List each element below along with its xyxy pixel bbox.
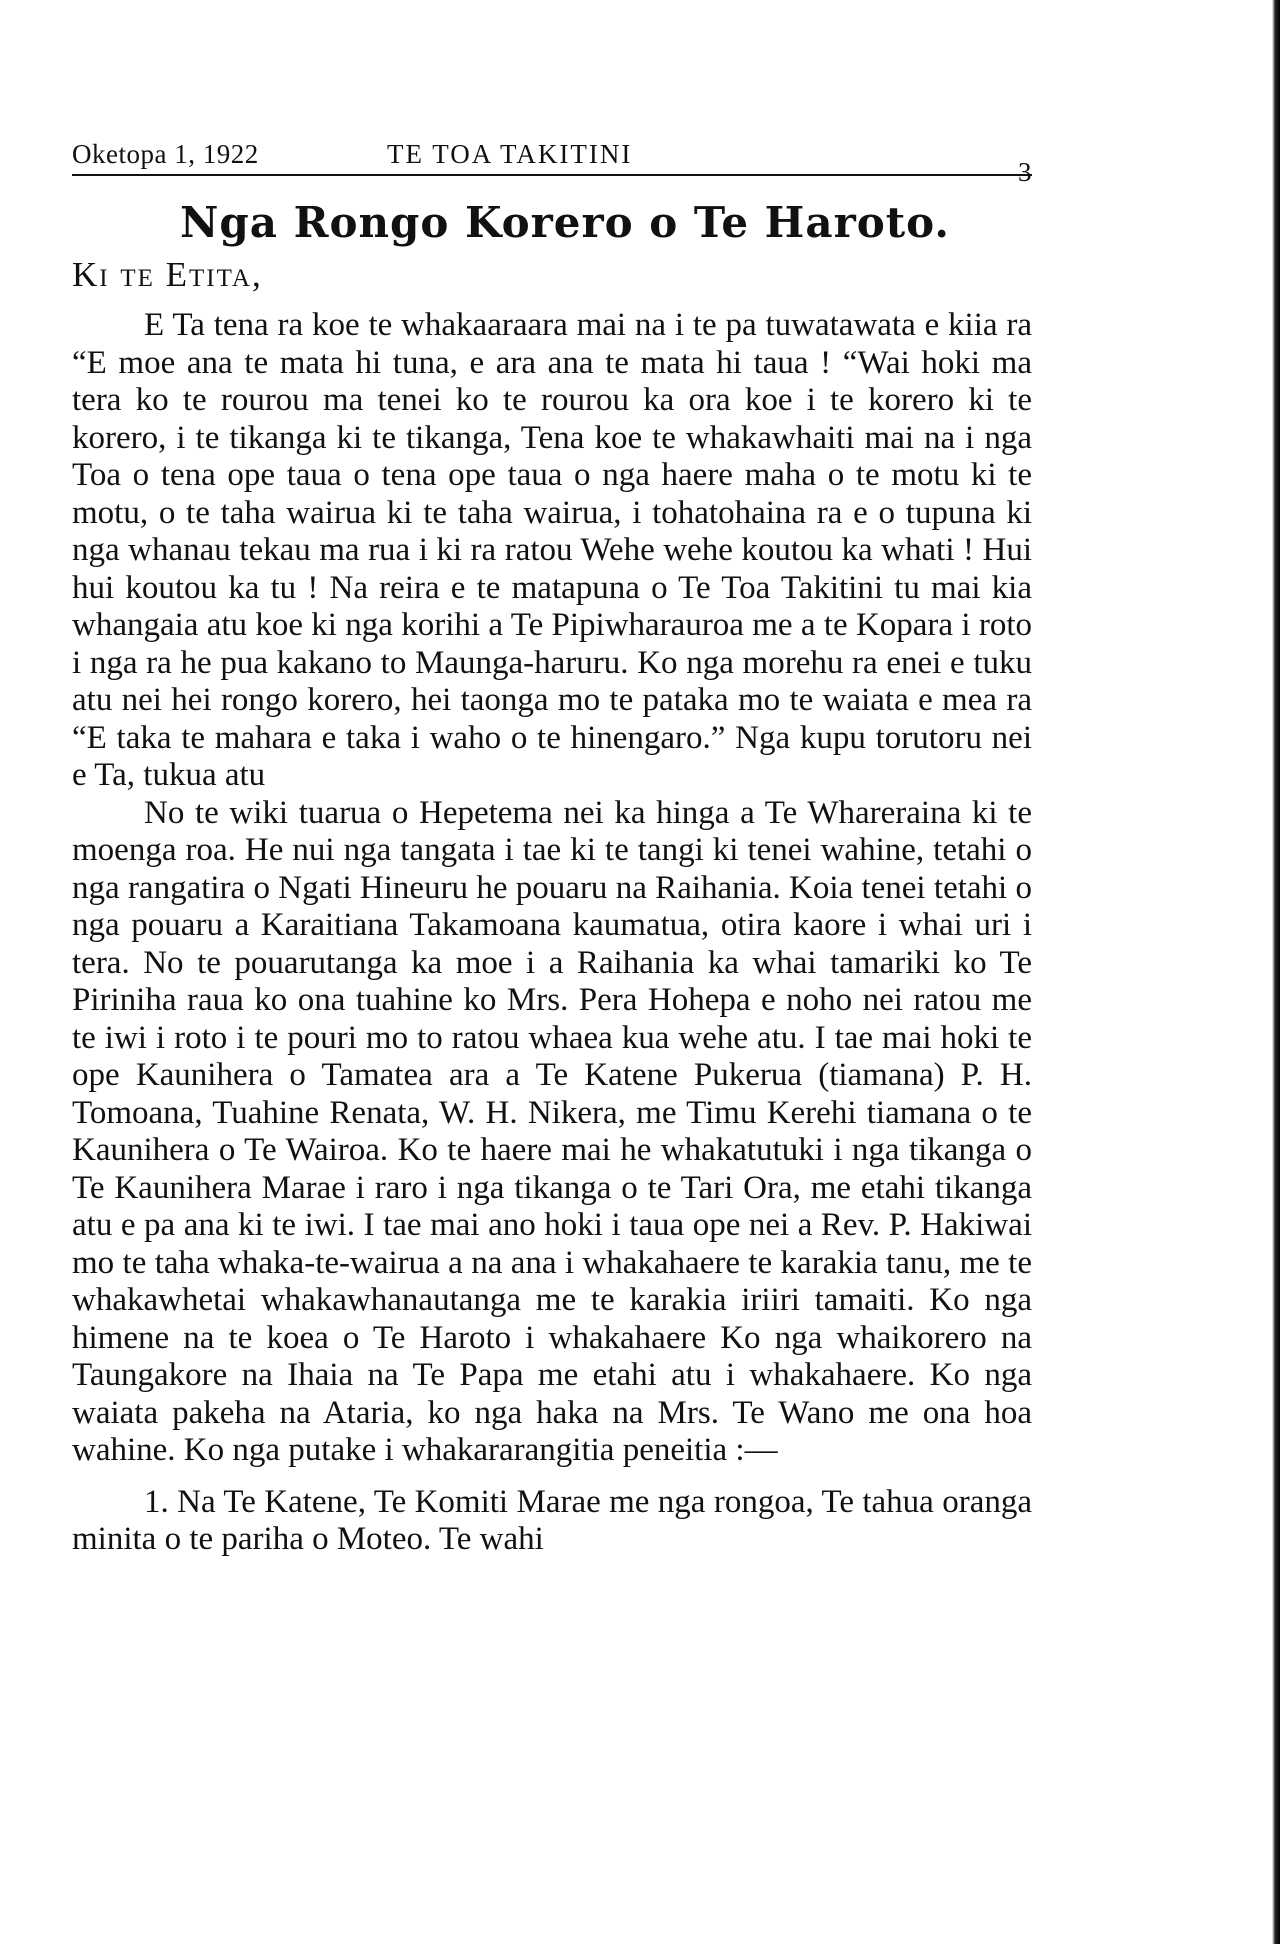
header-date: Oketopa 1, 1922 [72,139,259,169]
paragraph-2: No te wiki tuarua o Hepetema nei ka hinga a Te Whareraina ki te moenga roa. He nui nga tangata i tae ki te tangi ki tenei wahine, tetahi o nga rangatira o Ngati Hineuru he pouaru na Raihania. Koia tenei tetahi o nga pouaru a Karaitiana Takamoana kaumatua, otira kaore i whai uri i tera. No te pouarutanga ka moe i a Raihania ka whai tamariki ko Te Piriniha raua ko ona tuahine ko Mrs. Pera Hohepa e noho nei ratou me te iwi i roto i te pouri mo to ratou whaea kua wehe atu. I tae mai hoki te ope Kaunihera o Tamatea ara a Te Katene Pukerua (tiamana) P. H. Tomoana, Tuahine Renata, W. H. Nikera, me Timu Kerehi tiamana o te Kaunihera o Te Wairoa. Ko te haere mai he whakatutuki i nga tikanga o Te Kaunihera Marae i raro i nga tikanga o te Tari Ora, me etahi tikanga atu e pa ana ki te iwi. I tae mai ano hoki i taua ope nei a Rev. P. Hakiwai mo te taha whaka-te-wairua a na ana i whakahaere te karakia tanu, me te whakawhetai whakawhanautanga me te karakia iriiri tamaiti. Ko nga himene na te koea o Te Haroto i whakahaere Ko nga whaikorero na Taungakore na Ihaia na Te Papa me etahi atu i whakahaere. Ko nga waiata pakeha na Ataria, ko nga haka na Mrs. Te Wano me ona hoa wahine. Ko nga putake i whakararangitia peneitia :— [72,794,1032,1468]
header-journal-title: TE TOA TAKITINI [387,139,633,169]
page-edge-shadow [1272,0,1280,1944]
paragraph-1: E Ta tena ra koe te whakaaraara mai na i te pa tuwatawata e kiia ra “E moe ana te mata hi tuna, e ara ana te mata hi taua ! “Wai hoki ma tera ko te rourou ma tenei ko te rourou ka ora koe i te korero ki te korero, i te tikanga ki te tikanga, Tena koe te whakawhaiti mai na i nga Toa o tena ope taua o tena ope taua o nga haere maha o te motu ki te motu, o te taha wairua ki te taha wairua, i tohatohaina ra e o tupuna ki nga whanau tekau ma rua i ki ra ratou Wehe wehe koutou ka whati ! Hui hui koutou ka tu ! Na reira e te matapuna o Te Toa Takitini tu mai kia whangaia atu koe ki nga korihi a Te Pipiwharauroa me a te Kopara i roto i nga ra he pua kakano to Maunga-haruru. Ko nga morehu ra enei e tuku atu nei hei rongo korero, hei taonga mo te pataka mo te waiata e mea ra “E taka te mahara e taka i waho o te hinengaro.” Nga kupu torutoru nei e Ta, tukua atu [72,307,1032,793]
salutation: Ki te Etita, [72,255,263,294]
article-body [72,307,1032,1559]
running-header [72,128,1032,187]
article-title: Nga Rongo Korero o Te Haroto. [180,198,951,247]
document-page [72,128,1032,1559]
page-number: 3 [1018,157,1032,187]
list-item-1: 1. Na Te Katene, Te Komiti Marae me nga rongoa, Te tahua oranga minita o te pariha o Moteo. Te wahi [72,1483,1032,1557]
